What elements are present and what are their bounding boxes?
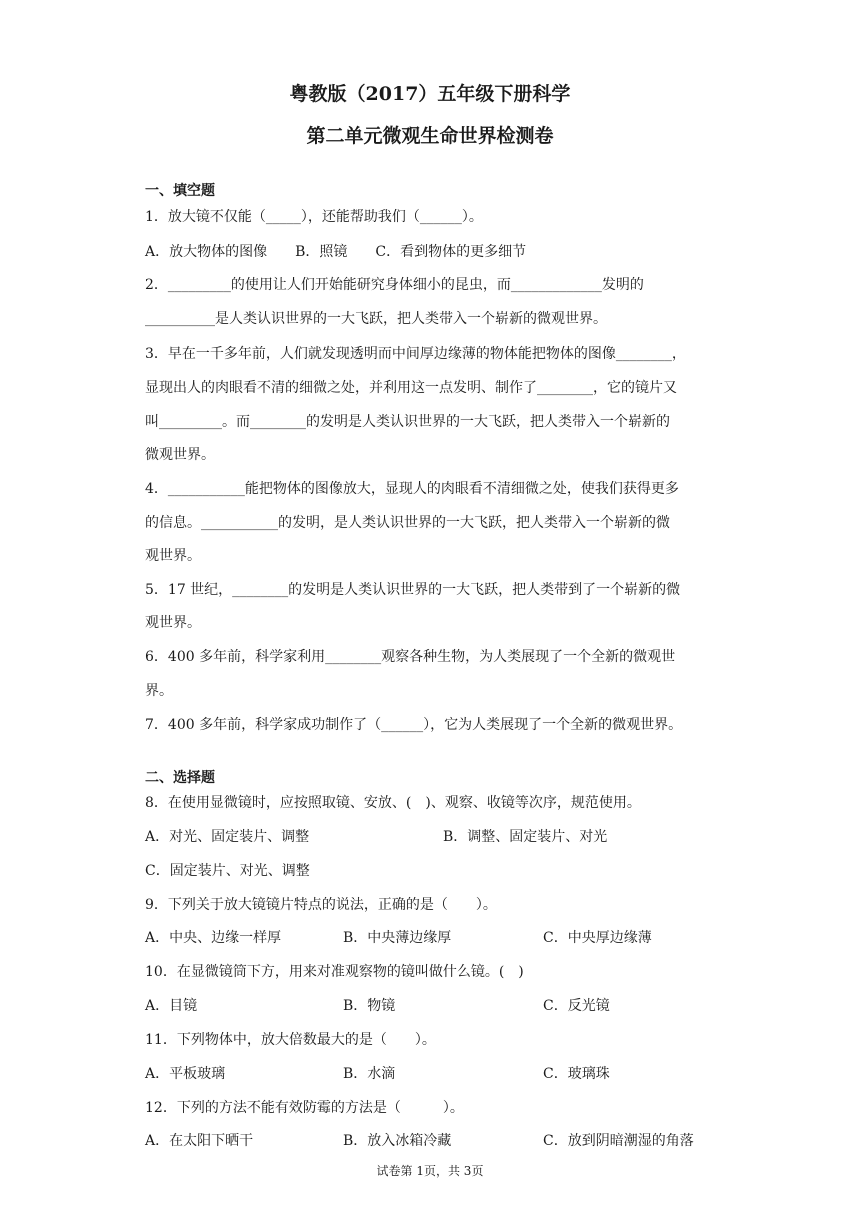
q12-stem: 12．下列的方法不能有效防霉的方法是（ ）。 <box>145 1100 464 1116</box>
q11-option-a: A．平板玻璃 <box>145 1066 226 1082</box>
q1-stem: 1．放大镜不仅能（_____），还能帮助我们（______）。 <box>145 209 483 225</box>
q1-options: A．放大物体的图像 B．照镜 C．看到物体的更多细节 <box>145 244 527 260</box>
q3-line-4: 微观世界。 <box>145 447 215 463</box>
q12-option-b: B．放入冰箱冷藏 <box>343 1133 452 1149</box>
q5-line-1: 5．17 世纪，________的发明是人类认识世界的一大飞跃，把人类带到了一个崭新的微 <box>145 582 681 598</box>
q3-line-1: 3．早在一千多年前，人们就发现透明而中间厚边缘薄的物体能把物体的图像________， <box>145 346 686 362</box>
q12-option-c: C．放到阴暗潮湿的角落 <box>543 1133 694 1149</box>
q10-option-c: C．反光镜 <box>543 998 610 1014</box>
q12-option-a: A．在太阳下晒干 <box>145 1133 254 1149</box>
q2-line-1: 2．_________的使用让人们开始能研究身体细小的昆虫，而_____________发明的 <box>145 277 644 293</box>
q10-stem: 10．在显微镜筒下方，用来对准观察物的镜叫做什么镜。( ) <box>145 964 524 980</box>
title-line-2: 第二单元微观生命世界检测卷 <box>306 125 554 147</box>
q4-line-2: 的信息。___________的发明，是人类认识世界的一大飞跃，把人类带入一个崭新的微 <box>145 515 670 531</box>
q4-line-1: 4．___________能把物体的图像放大，显现人的肉眼看不清细微之处，使我们获得更多 <box>145 481 679 497</box>
q10-option-a: A．目镜 <box>145 998 198 1014</box>
q2-line-2: __________是人类认识世界的一大飞跃，把人类带入一个崭新的微观世界。 <box>145 311 607 327</box>
q9-option-a: A．中央、边缘一样厚 <box>145 930 282 946</box>
q10-option-b: B．物镜 <box>343 998 396 1014</box>
q11-option-c: C．玻璃珠 <box>543 1066 610 1082</box>
q3-line-2: 显现出人的肉眼看不清的细微之处，并利用这一点发明、制作了________，它的镜片又 <box>145 380 677 396</box>
section-heading-choice: 二、选择题 <box>145 770 215 786</box>
q8-option-a: A．对光、固定装片、调整 <box>145 829 310 845</box>
q9-option-c: C．中央厚边缘薄 <box>543 930 652 946</box>
section-heading-fill-in: 一、填空题 <box>145 183 215 199</box>
q9-option-b: B．中央薄边缘厚 <box>343 930 452 946</box>
q9-stem: 9．下列关于放大镜镜片特点的说法，正确的是（ ）。 <box>145 897 497 913</box>
q8-option-c: C．固定装片、对光、调整 <box>145 863 310 879</box>
q4-line-3: 观世界。 <box>145 548 201 564</box>
page-number-footer: 试卷第 1页，共 3页 <box>376 1164 484 1178</box>
q8-stem: 8．在使用显微镜时，应按照取镜、安放、( )、观察、收镜等次序，规范使用。 <box>145 795 641 811</box>
q6-line-1: 6．400 多年前，科学家利用________观察各种生物，为人类展现了一个全新的微观世 <box>145 649 676 665</box>
q8-option-b: B．调整、固定装片、对光 <box>443 829 608 845</box>
q7-stem: 7．400 多年前，科学家成功制作了（______），它为人类展现了一个全新的微观世界。 <box>145 717 683 733</box>
q6-line-2: 界。 <box>145 683 173 699</box>
q5-line-2: 观世界。 <box>145 615 201 631</box>
title-line-1: 粤教版（2017）五年级下册科学 <box>289 83 571 105</box>
q3-line-3: 叫_________。而________的发明是人类认识世界的一大飞跃，把人类带入一个崭新的 <box>145 414 670 430</box>
q11-stem: 11．下列物体中，放大倍数最大的是（ ）。 <box>145 1032 436 1048</box>
q11-option-b: B．水滴 <box>343 1066 396 1082</box>
